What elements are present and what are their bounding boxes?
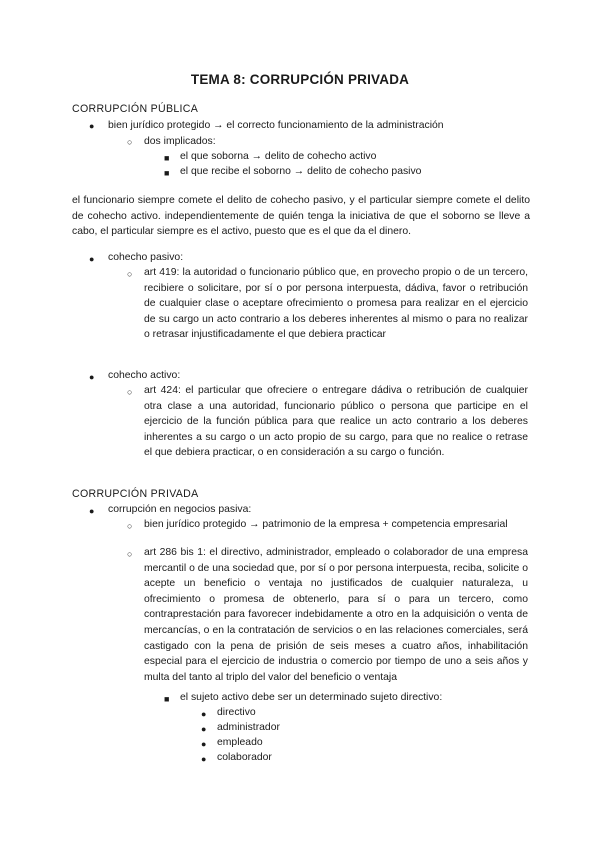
bullet-square: ■ — [164, 153, 170, 163]
art-419-text: art 419: la autoridad o funcionario público que, en provecho propio o de un tercero, recibiere o solicitare, por sí o por persona interpuesta, dádiva, favor o retribución de cualquier clase o aceptare ofrecimiento o promesa para realizar en el ejercicio de su cargo un acto contrario a los deberes inherentes al mismo o para no realizar o retrasar injustificadamente el que debiera practicar — [144, 267, 528, 341]
bullet-circle: ○ — [127, 521, 133, 531]
section-heading-publica: CORRUPCIÓN PÚBLICA — [72, 103, 199, 115]
bullet-square: ■ — [164, 694, 170, 704]
implicado-item: el que soborna → delito de cohecho activo — [180, 151, 377, 162]
sujeto-item: administrador — [217, 722, 280, 733]
bullet-dot: ● — [201, 724, 207, 734]
bullet-circle: ○ — [127, 137, 133, 147]
explanation-paragraph: el funcionario siempre comete el delito de cohecho pasivo, y el particular siempre comete el delito de cohecho activo. independientemente de quién tenga la iniciativa de que el soborno se lleve a cabo, el particular siempre es el activo, puesto que es el que da el dinero. — [72, 195, 530, 238]
bullet-dot: ● — [89, 121, 95, 131]
bullet-dot: ● — [89, 372, 95, 382]
bien-juridico-privada: bien jurídico protegido → patrimonio de la empresa + competencia empresarial — [144, 519, 508, 530]
sujeto-item: empleado — [217, 737, 263, 748]
bullet-dot: ● — [89, 254, 95, 264]
cohecho-activo-label: cohecho activo: — [108, 370, 181, 381]
bullet-dot: ● — [201, 709, 207, 719]
sujeto-item: colaborador — [217, 752, 272, 763]
bullet-circle: ○ — [127, 549, 133, 559]
bullet-square: ■ — [164, 168, 170, 178]
sujeto-item: directivo — [217, 707, 256, 718]
bullet-dot: ● — [201, 754, 207, 764]
art-424-text: art 424: el particular que ofreciere o entregare dádiva o retribución de cualquier otra clase a una autoridad, funcionario público o persona que participe en el ejercicio de la función pública para que realice un acto contrario a los deberes inherentes a su cargo o un acto propio de su cargo, para que no realice o retrase el que debiera practicar, o en consideración a su cargo o función. — [144, 385, 528, 459]
bullet-circle: ○ — [127, 387, 133, 397]
bullet-circle: ○ — [127, 269, 133, 279]
page-title: TEMA 8: CORRUPCIÓN PRIVADA — [190, 72, 410, 87]
cohecho-pasivo-label: cohecho pasivo: — [108, 252, 184, 263]
negocios-label: corrupción en negocios pasiva: — [108, 504, 252, 515]
section-heading-privada: CORRUPCIÓN PRIVADA — [72, 488, 199, 500]
bullet-dot: ● — [201, 739, 207, 749]
implicado-item: el que recibe el soborno → delito de cohecho pasivo — [180, 166, 422, 177]
sujeto-label: el sujeto activo debe ser un determinado sujeto directivo: — [180, 692, 443, 703]
bullet-dot: ● — [89, 506, 95, 516]
implicados-label: dos implicados: — [144, 136, 216, 147]
art-286-text: art 286 bis 1: el directivo, administrador, empleado o colaborador de una empresa mercantil o de una sociedad que, por sí o por persona interpuesta, reciba, solicite o acepte un beneficio o ventaja no justificados de cualquier naturaleza, u ofrecimiento o promesa de obtenerlo, para sí o para un tercero, como contraprestación para favorecer indebidamente a otro en la adquisición o venta de mercancías, o en la contratación de servicios o en las relaciones comerciales, será castigado con la pena de prisión de seis meses a cuatro años, inhabilitación especial para el ejercicio de industria o comercio por tiempo de uno a seis años y multa del tanto al triplo del valor del beneficio o ventaja — [144, 547, 528, 683]
bien-juridico-publica: bien jurídico protegido → el correcto funcionamiento de la administración — [108, 120, 444, 131]
